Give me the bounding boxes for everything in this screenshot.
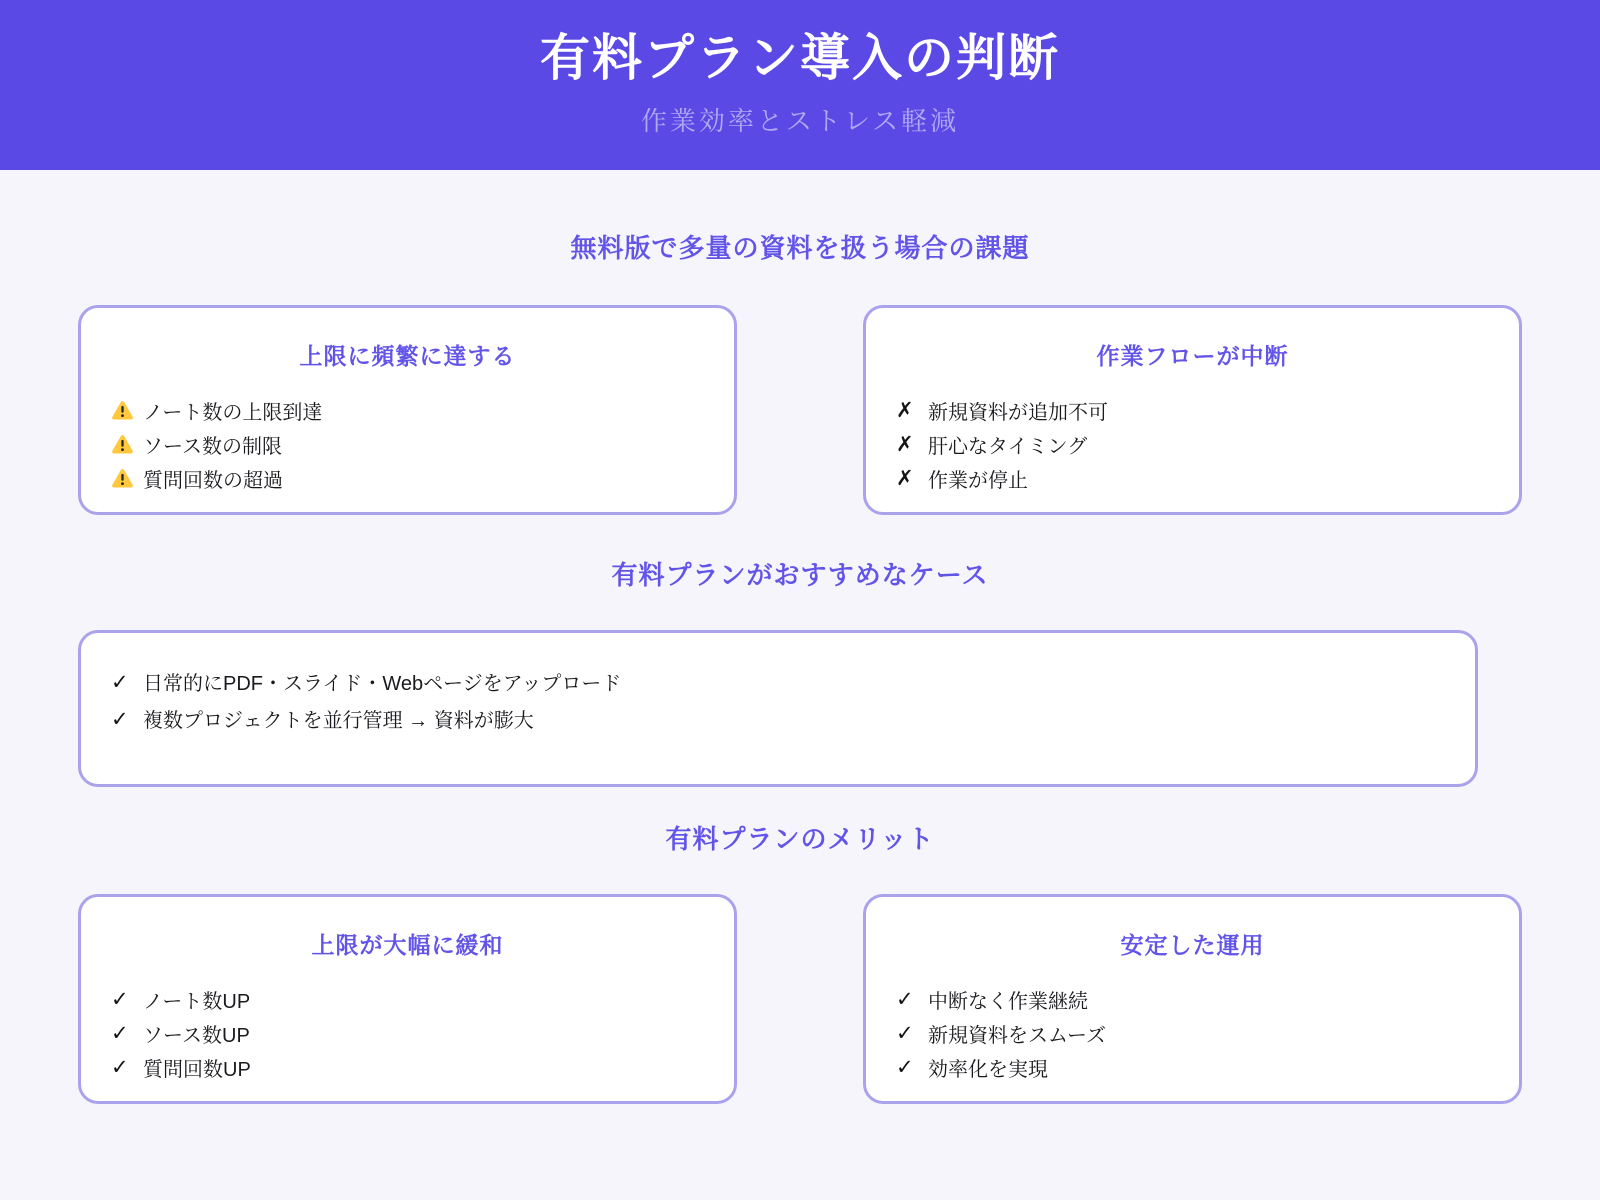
list-item-text: 新規資料をスムーズ — [928, 1024, 1106, 1047]
section-3 — [0, 819, 1600, 1104]
list-item-text: 質問回数の超過 — [143, 469, 283, 492]
card-item-list — [111, 982, 704, 1084]
list-item-text: 新規資料が追加不可 — [928, 401, 1108, 424]
content — [0, 228, 1600, 1104]
list-item — [111, 1050, 704, 1084]
card-row — [0, 305, 1600, 515]
cross-icon: ✗ — [896, 466, 914, 490]
list-item-text: 複数プロジェクトを並行管理 → 資料が膨大 — [143, 710, 534, 732]
card-title: 安定した運用 — [1120, 932, 1265, 958]
list-item — [896, 982, 1489, 1016]
list-item-text: 中断なく作業継続 — [928, 990, 1088, 1013]
card-item-list — [111, 393, 704, 495]
list-item-text: ソース数の制限 — [143, 435, 282, 458]
list-item-text: 肝心なタイミング — [928, 435, 1088, 458]
list-item — [896, 427, 1489, 461]
list-item — [111, 1016, 704, 1050]
header-banner — [0, 0, 1600, 170]
card — [78, 305, 737, 515]
list-item-text: 作業が停止 — [928, 469, 1028, 492]
section-heading: 有料プランがおすすめなケース — [611, 560, 989, 590]
list-item — [896, 1016, 1489, 1050]
page-subtitle: 作業効率とストレス軽減 — [640, 105, 960, 136]
section-heading: 無料版で多量の資料を扱う場合の課題 — [570, 233, 1030, 263]
section-2 — [0, 555, 1600, 787]
warning-icon — [111, 468, 137, 489]
check-icon: ✓ — [111, 669, 129, 694]
list-item — [111, 393, 704, 427]
check-icon: ✓ — [111, 987, 129, 1011]
card-item-list — [111, 663, 1445, 737]
section-heading: 有料プランのメリット — [665, 824, 935, 854]
check-icon: ✓ — [896, 987, 914, 1011]
check-icon: ✓ — [111, 1021, 129, 1045]
list-item — [111, 700, 1445, 737]
cross-icon: ✗ — [896, 432, 914, 456]
list-item — [896, 1050, 1489, 1084]
list-item-text: 効率化を実現 — [928, 1058, 1048, 1081]
list-item-text: 質問回数UP — [143, 1058, 251, 1081]
list-item — [896, 461, 1489, 495]
card-row — [0, 894, 1600, 1104]
list-item — [111, 461, 704, 495]
check-icon: ✓ — [111, 1055, 129, 1079]
card — [78, 630, 1478, 787]
card-row — [0, 630, 1600, 787]
warning-icon — [111, 400, 137, 421]
cross-icon: ✗ — [896, 398, 914, 422]
page-title: 有料プラン導入の判断 — [540, 29, 1060, 86]
list-item-text: ノート数の上限到達 — [143, 401, 323, 424]
list-item — [111, 982, 704, 1016]
list-item — [111, 427, 704, 461]
card — [863, 894, 1522, 1104]
card — [78, 894, 737, 1104]
warning-icon — [111, 434, 137, 455]
card-item-list — [896, 982, 1489, 1084]
card-title: 上限が大幅に緩和 — [311, 932, 504, 958]
list-item-text: ソース数UP — [143, 1024, 250, 1047]
section-1 — [0, 228, 1600, 515]
list-item-text: 日常的にPDF・スライド・Webページをアップロード — [143, 673, 622, 695]
card-title: 作業フローが中断 — [1096, 343, 1289, 369]
check-icon: ✓ — [896, 1021, 914, 1045]
card-title: 上限に頻繁に達する — [299, 343, 516, 369]
list-item — [896, 393, 1489, 427]
card-item-list — [896, 393, 1489, 495]
check-icon: ✓ — [111, 706, 129, 731]
list-item — [111, 663, 1445, 700]
list-item-text: ノート数UP — [143, 990, 251, 1013]
card — [863, 305, 1522, 515]
check-icon: ✓ — [896, 1055, 914, 1079]
